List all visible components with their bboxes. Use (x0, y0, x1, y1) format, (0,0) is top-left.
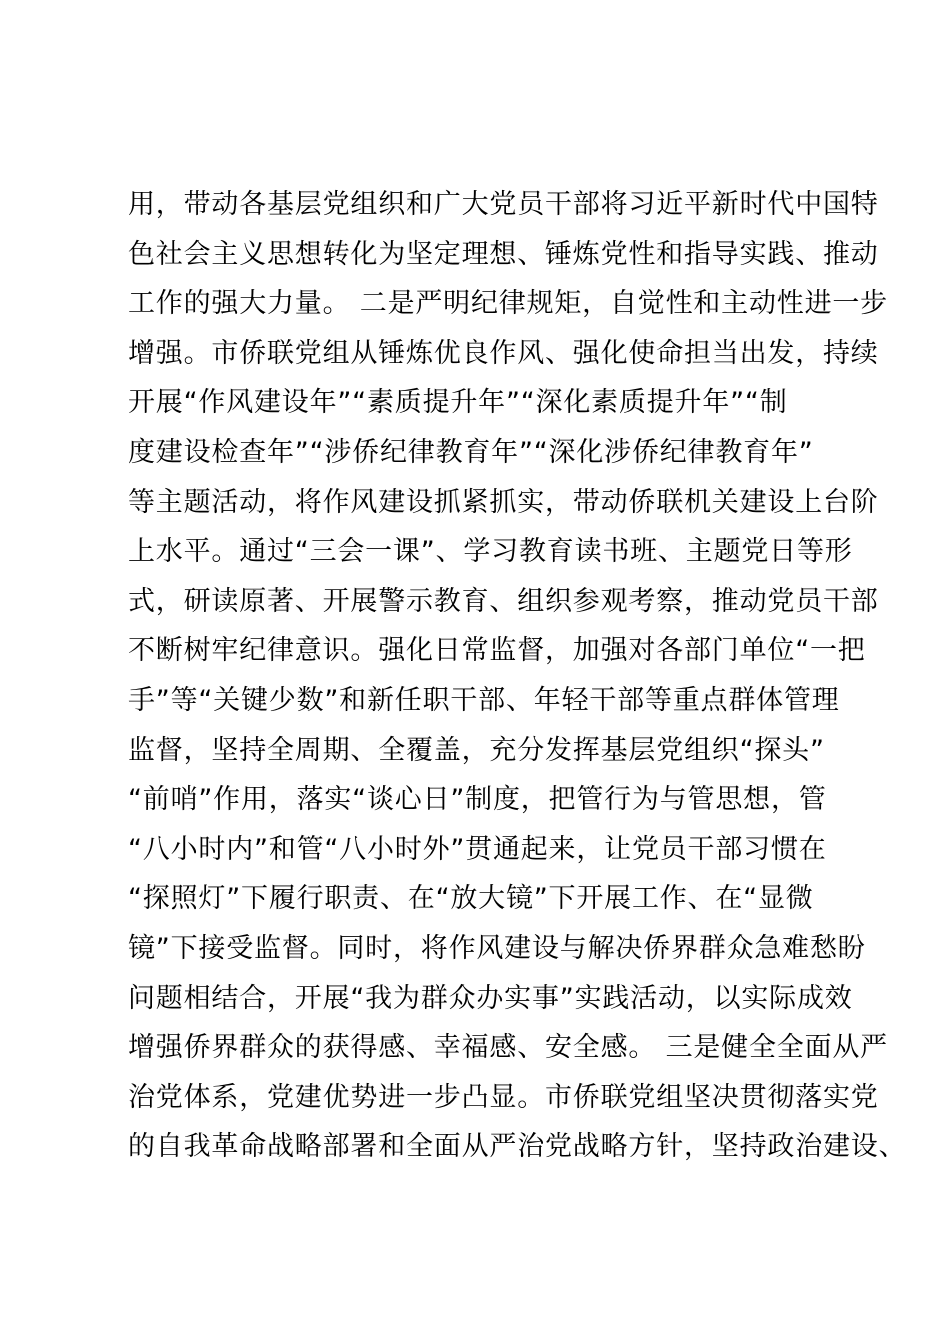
text-line: 增强。市侨联党组从锤炼优良作风、强化使命担当出发，持续 (128, 337, 879, 369)
text-line: 监督，坚持全周期、全覆盖，充分发挥基层党组织“探头” (128, 734, 825, 766)
body-text (128, 180, 907, 1172)
text-line: 上水平。通过“三会一课”、学习教育读书班、主题党日等形 (128, 536, 853, 568)
text-line: 等主题活动，将作风建设抓紧抓实，带动侨联机关建设上台阶 (128, 486, 879, 518)
text-line: 式，研读原著、开展警示教育、组织参观考察，推动党员干部 (128, 585, 879, 617)
text-line: 手”等“关键少数”和新任职干部、年轻干部等重点群体管理 (128, 684, 840, 716)
text-line: 不断树牢纪律意识。强化日常监督，加强对各部门单位“一把 (128, 635, 866, 667)
text-line: “前哨”作用，落实“谈心日”制度，把管行为与管思想，管 (128, 784, 827, 816)
text-line: 镜”下接受监督。同时，将作风建设与解决侨界群众急难愁盼 (128, 932, 866, 964)
text-line: 开展“作风建设年”“素质提升年”“深化素质提升年”“制 (128, 387, 788, 419)
text-line: “八小时内”和管“八小时外”贯通起来，让党员干部习惯在 (128, 833, 827, 865)
text-line: 工作的强大力量。 二是严明纪律规矩，自觉性和主动性进一步 (128, 288, 888, 320)
text-line: 度建设检查年”“涉侨纪律教育年”“深化涉侨纪律教育年” (128, 436, 814, 468)
text-line: “探照灯”下履行职责、在“放大镜”下开展工作、在“显微 (128, 883, 814, 915)
text-line: 的自我革命战略部署和全面从严治党战略方针，坚持政治建设、 (128, 1131, 907, 1163)
text-line: 用，带动各基层党组织和广大党员干部将习近平新时代中国特 (128, 189, 879, 220)
text-line: 色社会主义思想转化为坚定理想、锤炼党性和指导实践、推动 (128, 238, 879, 270)
text-line: 增强侨界群众的获得感、幸福感、安全感。 三是健全全面从严 (128, 1032, 888, 1064)
text-line: 问题相结合，开展“我为群众办实事”实践活动，以实际成效 (128, 982, 853, 1014)
text-line: 治党体系，党建优势进一步凸显。市侨联党组坚决贯彻落实党 (128, 1081, 879, 1113)
